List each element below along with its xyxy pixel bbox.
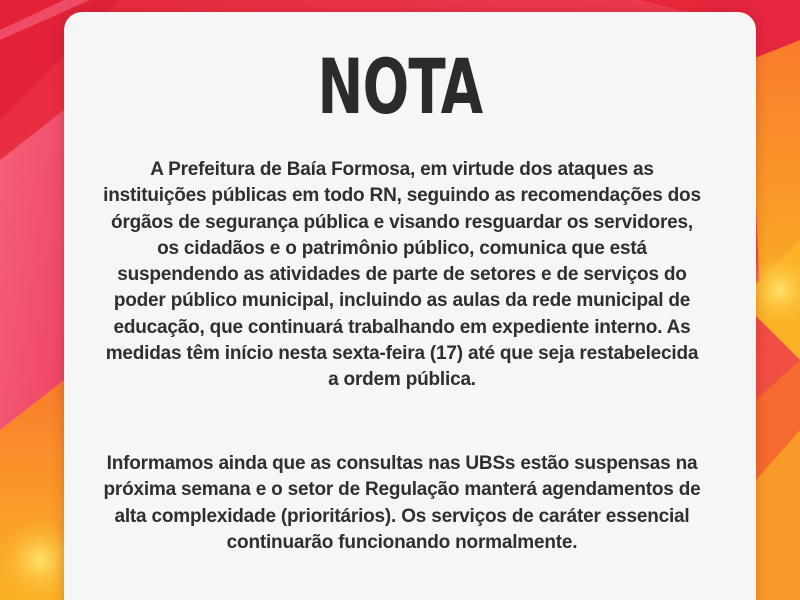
notice-paragraph-2: Informamos ainda que as consultas nas UBSs estão suspensas na próxima semana e o setor de Regulação manterá agendamentos de alta complexidade (prioritários). Os serviços de caráter essencial continuarão funcionando normalmente. [103, 453, 701, 553]
notice-paragraph-1: A Prefeitura de Baía Formosa, em virtude dos ataques as instituições públicas em todo RN, seguindo as recomendações dos órgãos de segurança pública e visando resguardar os servidores, os cidadãos e o patrimônio público, comunica que está suspendendo as atividades de parte de setores e de serviços do poder público municipal, incluindo as aulas da rede municipal de educação, que continuará trabalhando em expediente interno. As medidas têm início nesta sexta-feira (17) até que seja restabelecida a ordem pública. [103, 159, 701, 391]
notice-title: NOTA [317, 42, 483, 131]
